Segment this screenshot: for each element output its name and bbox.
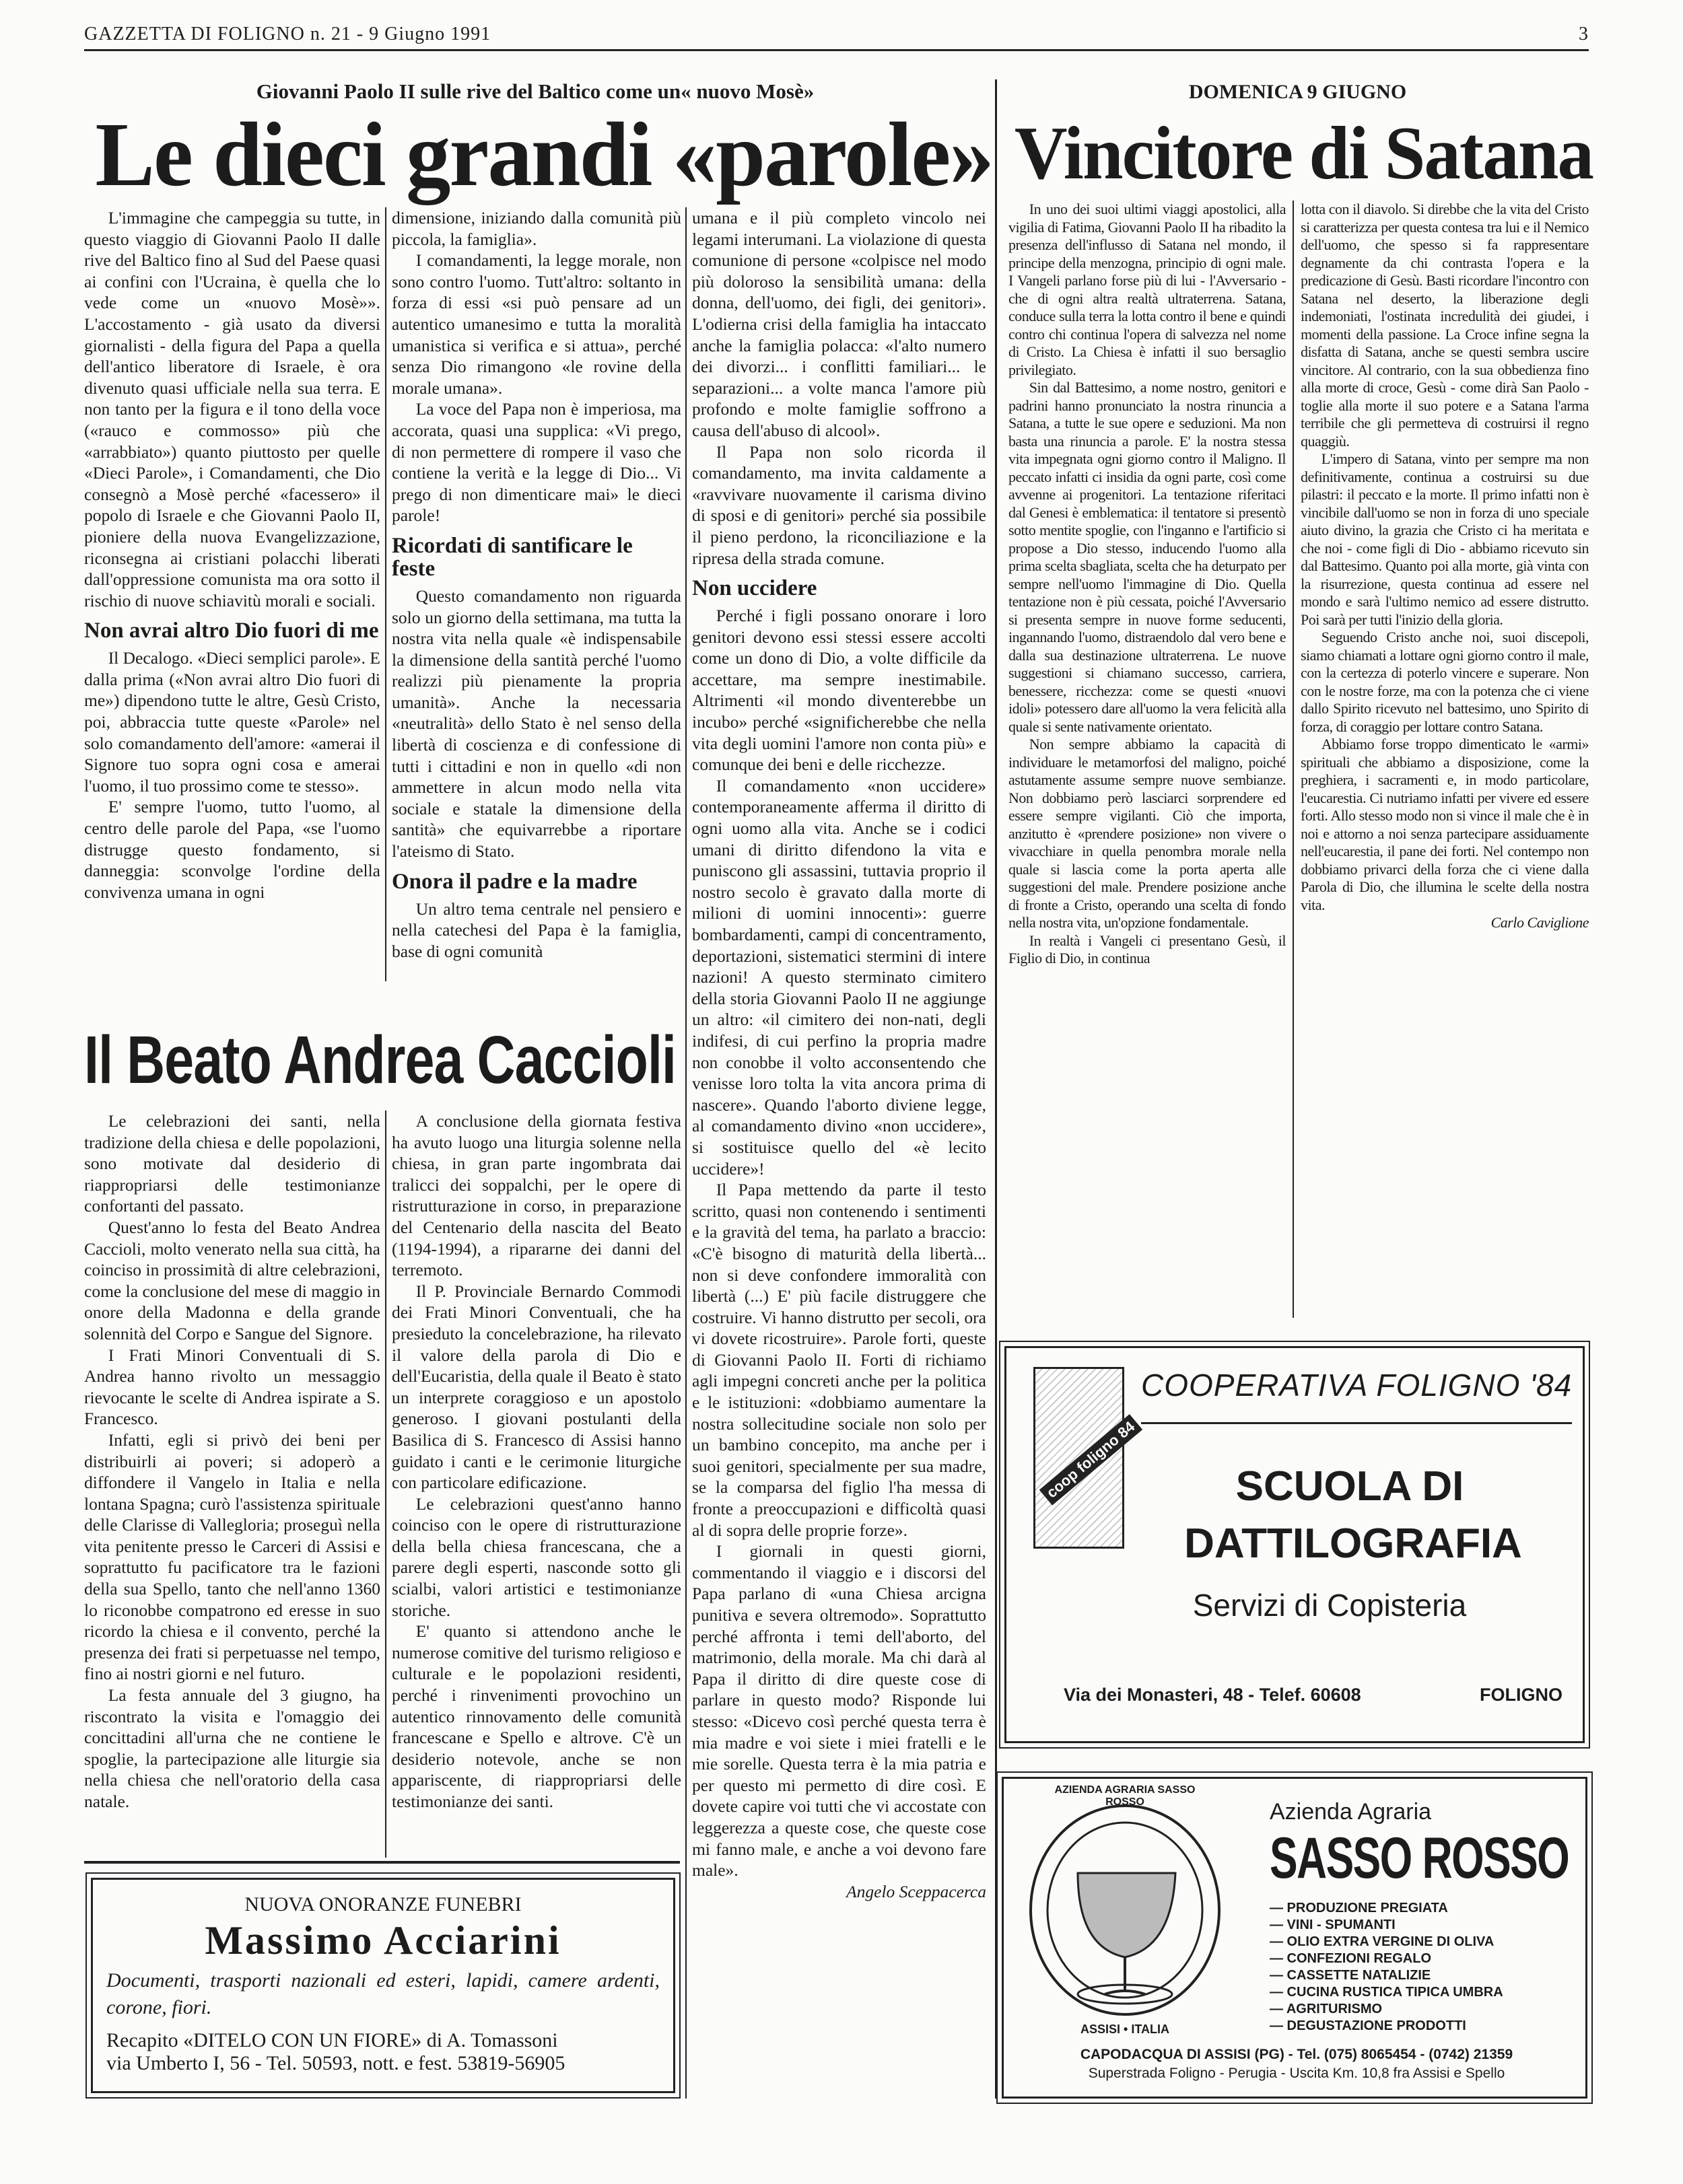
page-number: 3 [1579,24,1589,44]
paragraph: Il comandamento «non uccidere» contemporaneamente afferma il diritto di ogni uomo alla vita. Anche se i codici umani di diritto difendono la vita e puniscono gli assassini, tuttavia proprio il nostro secolo è gravato dalla morte di milioni di uomini innocenti»: guerre bombardamenti, campi di concentramento, deportazioni, sistematici stermini di intere nazioni! A questo sterminato cimitero della storia Giovanni Paolo II ne aggiunge un altro: «il cimitero dei non-nati, degli indifesi, di cui perfino la propria madre non conobbe il volto acconsentendo che venisse loro tolta la vita ancora prima di nascere». Quando l'aborto diviene legge, al comandamento divino «non uccidere», si sostituisce quello del «è lecito uccidere»! [692,775,986,1178]
paragraph: Questo comandamento non riguarda solo un giorno della settimana, ma tutta la nostra vita nella quale «è indispensabile la dimensione della santità perché l'uomo realizzi più pienamente la propria umanità». Anche la necessaria «neutralità» dello Stato è nel senso della libertà di coscienza e di confessione di tutti i cittadini e non in quello «di non ammettere in alcun modo nella vita sociale e statale la dimensione della santità» che equivarrebbe a riportare l'ateismo di Stato. [392,586,681,861]
article-column-1 [84,1111,380,1858]
ad-address: Via dei Monasteri, 48 - Telef. 60608 [1064,1685,1361,1705]
subheading: Non uccidere [692,576,817,601]
paragraph: Il Papa non solo ricorda il comandamento, ma invita caldamente a «ravvivare nuovamente il carisma divino di sposi e di genitori» perché sia possibile il pieno perdono, la riconciliazione e la ripresa della strada comune. [692,442,986,568]
paragraph: E' quanto si attendono anche le numerose comitive del turismo religioso e culturale e le popolazioni residenti, perché i rinvenimenti provochino un autentico rinnovamento delle comunità francescane e Spello e altrove. C'è un desiderio notevole, anche se non appariscente, di riappropriarsi delle testimonianze dei santi. [392,1621,681,1811]
paragraph: Sin dal Battesimo, a nome nostro, genitori e padrini hanno pronunciato la nostra rinuncia a Satana, a tutte le sue opere e seduzioni. Ma non basta una rinuncia a parole. E' la nostra stessa vita impegnata ogni giorno contro il Maligno. Il peccato infatti ci insidia da ogni parte, così come avvenne ai progenitori. La tentazione riferitaci dal Genesi è emblematica: il tentatore si presentò sotto mentite spoglie, con l'inganno e l'artificio si propose a Dio stesso, inducendo l'uomo alla prima scelta sbagliata, scelta che ha deturpato per sempre nell'uomo l'immagine di Dio. Quella tentazione non è più cessata, poiché l'Avversario si presenta sempre in nuove forme seducenti, ingannando l'uomo, distraendolo dal vero bene e dalla sua destinazione ultraterrena. Le nuove suggestioni si chiamano successo, carriera, benessere, ricchezza: come se questi «nuovi idoli» potessero dare all'uomo la vera felicità alla quale si sente nativamente orientato. [1008,379,1286,735]
paragraph: Un altro tema centrale nel pensiero e nella catechesi del Papa è la famiglia, base di ogni comunità [392,899,681,961]
article-kicker: DOMENICA 9 GIUGNO [1188,81,1407,103]
ad-directions: Superstrada Foligno - Perugia - Uscita Km. 10,8 fra Assisi e Spello [1088,2066,1505,2081]
author-signature: Carlo Caviglione [1490,914,1589,931]
ad-city: FOLIGNO [1480,1685,1562,1705]
divider [1141,1422,1572,1424]
article-column-1 [84,207,380,988]
list-item: — VINI - SPUMANTI [1270,1917,1396,1932]
paragraph: umana e il più completo vincolo nei legami interumani. La violazione di questa comunione di persone «colpisce nel modo più doloroso la sensibilità umana: della donna, dell'uomo, dei figli, dei genitori». L'odierna crisi della famiglia ha intaccato anche la famiglia polacca: «l'alto numero dei divorzi... i conflitti familiari... le separazioni... a volte manca l'amore più profondo e molte famiglie soffrono a causa dell'abuso di alcool». [692,208,986,440]
list-item: — CONFEZIONI REGALO [1270,1951,1431,1966]
list-item: — PRODUZIONE PREGIATA [1270,1901,1448,1915]
column-divider [685,207,687,2099]
article-column-3 [692,207,986,2105]
section-divider [995,79,997,2099]
paragraph: Il Decalogo. «Dieci semplici parole». E dalla prima («Non avrai altro Dio fuori di me») dipendono tutte le altre, Gesù Cristo, poi, abbraccia tutte queste «Parole» nel solo comandamento dell'amore: «amerai il Signore tuo sopra ogni cosa e amerai l'uomo, il tuo prossimo come te stesso». [84,648,381,796]
list-item: — DEGUSTAZIONE PRODOTTI [1270,2018,1466,2033]
paragraph: I comandamenti, la legge morale, non sono contro l'uomo. Tutt'altro: soltanto in forza di essi «si può pensare ad un autentico umanesimo e tutta la moralità umanistica si verifica e si attua», perché senza Dio rimangono «le rovine della morale umana». [392,250,681,398]
paragraph: In realtà i Vangeli ci presentano Gesù, il Figlio di Dio, in continua [1008,931,1286,966]
paragraph: L'immagine che campeggia su tutte, in questo viaggio di Giovanni Paolo II dalle rive del Baltico fino al Sud del Paese quasi ai confini con l'Ucraina, è quella che lo vede come un «nuovo Mosè»». L'accostamento - già usato da diversi giornalisti - della figura del Papa a quella dell'antico liberatore di Israele, è ora divenuto quasi ufficiale nella sua terra. E non tanto per la figura e il tono della voce («rauco e commosso» più che «arrabbiato») quanto piuttosto per quelle «Dieci Parole», i Comandamenti, che Dio consegnò a Mosè perché «facessero» il popolo di Israele e che Giovanni Paolo II, pioniere della nuova Evangelizzazione, riconsegna ai cristiani polacchi liberati dall'oppressione comunista ma ora sotto il rischio di nuove schiavitù morali e sociali. [84,208,380,610]
ad-headline: SCUOLA DI [1235,1463,1464,1510]
funeral-ad [91,1878,675,2093]
article-title [1006,112,1593,195]
article-title [84,1020,680,1100]
article-column-1 [1008,201,1286,1331]
article-title-text: Vincitore di Satana [1014,112,1593,195]
ad-headline: DATTILOGRAFIA [1184,1520,1522,1567]
product-list [1270,1900,1503,2035]
coop-logo [1033,1367,1138,1549]
paragraph: Non sempre abbiamo la capacità di individuare le metamorfosi del maligno, poiché astutamente assume sempre nuove sembianze. Non dobbiamo però lasciarci sorprendere ed essere sempre vigilanti. Ciò che importa, anzitutto è «prendere posizione» non vivere o vivacchiare in quella penombra morale nella quale si lascia come la porta aperta alle suggestioni del male. Prendere posizione anche di fronte a Cristo, operando una scelta di fondo nella nostra vita, un'opzione fondamentale. [1008,736,1286,931]
cooperativa-ad [1004,1346,1585,1743]
ad-title: COOPERATIVA FOLIGNO '84 [1141,1368,1573,1403]
paragraph: L'impero di Satana, vinto per sempre ma non definitivamente, continua a costruirsi su due pilastri: il peccato e la morte. Il primo infatti non è vincibile dall'uomo se non in forza di uno speciale aiuto divino, la grazia che Cristo ci ha meritata e che noi - come figli di Dio - abbiamo ricevuto sin dal Battesimo. Quanto poi alla morte, già vinta con la risurrezione, questa continua ad essere nel mondo e sarà l'ultimo nemico ad essere distrutto. Poi sarà per tutti l'inizio della gloria. [1301,450,1589,628]
sasso-rosso-ad [1002,1777,1587,2099]
masthead: GAZZETTA DI FOLIGNO n. 21 - 9 Giugno 1991 [84,24,491,44]
article-column-2 [392,207,681,988]
list-item: — CASSETTE NATALIZIE [1270,1968,1431,1983]
subheading: Non avrai altro Dio fuori di me [84,619,379,643]
paragraph: La festa annuale del 3 giugno, ha riscontrato la visita e l'omaggio dei concittadini all'urna che ne contiene le spoglie, la partecipazione alle liturgie sia nella chiesa che nell'oratorio della casa natale. [84,1685,380,1811]
article-kicker: Giovanni Paolo II sulle rive del Baltico come un« nuovo Mosè» [256,79,815,103]
paragraph: Il Papa mettendo da parte il testo scritto, quasi non contenendo i sentimenti e la gravità del tema, ha parlato a braccio: «C'è bisogno di maturità della libertà... non si deve confondere immoralità con libertà (...) E' più facile distruggere che costruire. Vi hanno distrutto per secoli, ora vi dovete ricostruire». Parole forti, queste di Giovanni Paolo II. Forti di richiamo agli impegni concreti anche per la politica e le istituzioni: «dobbiamo aumentare la nostra sollecitudine sociale non solo per un bambino concepito, ma anche per i suoi genitori, specialmente per sua madre, se la comparsa del figlio l'ha messa di fronte a preoccupazioni e difficoltà quasi al di sopra delle proprie forze». [692,1180,986,1540]
ad-subtitle: Servizi di Copisteria [1192,1588,1467,1623]
column-divider [385,1111,386,1858]
article-title-text: Le dieci grandi «parole» [95,104,993,205]
paragraph: lotta con il diavolo. Si direbbe che la vita del Cristo si caratterizza per questa contesa tra lui e il Nemico dell'uomo, che spesso si fa rappresentare degnamente da chi contrasta l'opera e la predicazione di Gesù. Basti ricordare l'incontro con Satana nel deserto, la liberazione degli indemoniati, l'ostinata incredulità dei giudei, i momenti della passione. La Croce infine segna la disfatta di Satana, anche se questi sembra uscire vincitore. Al contrario, con la sua obbedienza fino alla morte di croce, Gesù - come dirà San Paolo - toglie alla morte il suo potere e a Satana l'arma terribile che gli permetteva di costruirsi il regno quaggiù. [1301,201,1589,450]
ad-address: CAPODACQUA DI ASSISI (PG) - Tel. (075) 8065454 - (0742) 21359 [1080,2047,1513,2062]
paragraph: Le celebrazioni quest'anno hanno coinciso con le opere di ristrutturazione della bella chiesa francescana, che a parere degli esperti, nasconde sotto gli scialbi, valori artistici e testimonianze storiche. [392,1493,681,1620]
logo-text: ASSISI • ITALIA [1080,2022,1169,2036]
article-title [84,104,993,205]
subheading: Ricordati di santificare le feste [392,533,633,581]
logo-text: AZIENDA AGRARIA SASSO ROSSO [1054,1784,1196,1808]
author-signature: Angelo Sceppacerca [846,1881,986,1901]
article-title-text: Il Beato Andrea Caccioli [84,1022,677,1098]
ad-name [1270,1825,1573,1892]
article-column-2 [392,1111,681,1858]
column-divider [385,207,386,981]
paragraph: Le celebrazioni dei santi, nella tradizione della chiesa e delle popolazioni, sono motivate dal desiderio di riappropriarsi delle testimonianze confortanti del passato. [84,1111,380,1216]
paragraph: A conclusione della giornata festiva ha avuto luogo una liturgia solenne nella chiesa, in gran parte ingombrata dai tralicci dei soppalchi, per le opere di ristrutturazione in corso, in preparazione del Centenario della nascita del Beato (1194-1994), a ripararne dei danni del terremoto. [392,1111,681,1280]
paragraph: Il P. Provinciale Bernardo Commodi dei Frati Minori Conventuali, che ha presieduto la concelebrazione, ha rilevato il valore della parola di Dio e dell'Eucaristia, della quale il Beato è stato un interprete coraggioso e un apostolo generoso. I giovani postulanti della Basilica di S. Francesco di Assisi hanno guidato i canti e le cerimonie liturgiche con particolare edificazione. [392,1281,681,1493]
paragraph: Perché i figli possano onorare i loro genitori devono essi stessi essere accolti come un dono di Dio, a volte difficile da accettare, ma sempre inestimabile. Altrimenti «il mondo diventerebbe un incubo» perché «significherebbe che nella vita degli uomini l'amore non conta più» e comunque dei beni e delle ricchezze. [692,606,986,775]
ad-kicker: NUOVA ONORANZE FUNEBRI [244,1893,522,1915]
ad-pretitle: Azienda Agraria [1270,1799,1432,1825]
list-item: — AGRITURISMO [1270,2002,1383,2016]
wine-glass-logo-icon [1024,1799,1226,2021]
ad-name: Massimo Acciarini [205,1918,561,1963]
ad-phone: via Umberto I, 56 - Tel. 50593, nott. e fest. 53819-56905 [106,2052,565,2074]
paragraph: I giornali in questi giorni, commentando il viaggio e i discorsi del Papa parlano di «una Chiesa arcigna punitiva e severa oltremodo». Soprattutto perché affronta i temi dell'aborto, del matrimonio, della morale. Ma chi darà al Papa il diritto di dire queste cose di parlare in questo modo? Risponde lui stesso: «Dicevo così perché questa terra è mia madre e voi siete i miei fratelli e le mie sorelle. Questa terra è la mia patria e per questo mi permetto di dire così. E dovete capire voi tutti che vi accostate con leggerezza a queste cose, che queste cose mi fanno male, e anche a voi devono fare male». [692,1541,986,1880]
page-header [84,20,1589,51]
paragraph: La voce del Papa non è imperiosa, ma accorata, quasi una supplica: «Vi prego, di non permettere di rompere il vaso che contiene la verità e la legge di Dio... Vi prego di non dimenticare mai» le dieci parole! [392,399,681,526]
paragraph: E' sempre l'uomo, tutto l'uomo, al centro delle parole del Papa, «se l'uomo distrugge questo fondamento, si danneggia: sconvolge l'ordine della convivenza umana in ogni [84,797,380,902]
list-item: — OLIO EXTRA VERGINE DI OLIVA [1270,1934,1495,1949]
list-item: — CUCINA RUSTICA TIPICA UMBRA [1270,1985,1503,2000]
article-column-2 [1301,201,1589,1331]
paragraph: dimensione, iniziando dalla comunità più piccola, la famiglia». [392,208,681,249]
coop-logo-text: coop foligno 84 [1039,1414,1142,1505]
ad-services: Documenti, trasporti nazionali ed esteri, lapidi, camere ardenti, corone, fiori. [106,1969,660,2018]
column-divider [1293,201,1294,1318]
subheading: Onora il padre e la madre [392,869,638,894]
paragraph: In uno dei suoi ultimi viaggi apostolici, alla vigilia di Fatima, Giovanni Paolo II ha ribadito la presenza dell'influsso di Satana nel mondo, il principe della menzogna, principio di ogni male. I Vangeli parlano forse più di lui - l'Avversario - che di ogni altra realtà ultraterrena. Satana, conduce sulla terra la lotta contro il bene e quindi contro chi continua l'opera di salvezza nel nome di Cristo. La Chiesa è infatti il suo bersaglio privilegiato. [1008,201,1286,378]
divider [84,1861,680,1864]
ad-name-text: SASSO ROSSO [1270,1826,1569,1891]
ad-address: Recapito «DITELO CON UN FIORE» di A. Tomassoni [106,2029,558,2051]
paragraph: Abbiamo forse troppo dimenticato le «armi» spirituali che abbiamo a disposizione, come la preghiera, i sacramenti e, in modo particolare, l'eucarestia. Ci nutriamo infatti per vivere ed essere forti. Allo stesso modo non si vince il male che è in noi e attorno a noi senza partecipare assiduamente nell'eucarestia, il pane dei forti. Nel contempo non dobbiamo privarci della forza che ci viene dalla Parola di Dio, che illumina le scelte della nostra vita. [1301,736,1589,913]
paragraph: I Frati Minori Conventuali di S. Andrea hanno rivolto un messaggio rievocante le scelte di Andrea ispirate a S. Francesco. [84,1345,380,1429]
paragraph: Quest'anno lo festa del Beato Andrea Caccioli, molto venerato nella sua città, ha coinciso in prossimità di altre celebrazioni, come la conclusione del mese di maggio in onore della Madonna e della grande solennità del Corpo e Sangue del Signore. [84,1217,380,1343]
paragraph: Infatti, egli si privò dei beni per distribuirli ai poveri; si adoperò a diffondere il Vangelo in Italia e nella lontana Spagna; curò l'assistenza spirituale delle Clarisse di Vallegloria; proseguì nella vita penitente presso le Carceri di Assisi e soprattutto fu pacificatore tra le fazioni della sua Spello, tanto che nell'anno 1360 lo riconobbe compatrono ed eresse in suo ricordo la chiesa e il convento, perché la presenza dei frati si perpetuasse nel tempo, fino ai nostri giorni e nel futuro. [84,1430,380,1684]
paragraph: Seguendo Cristo anche noi, suoi discepoli, siamo chiamati a lottare ogni giorno contro il male, con la certezza di poterlo vincere e superare. Non con le nostre forze, ma con la potenza che ci viene dallo Spirito ricevuto nel battesimo, uno Spirito di forza, di coraggio per lottare contro Satana. [1301,629,1589,735]
